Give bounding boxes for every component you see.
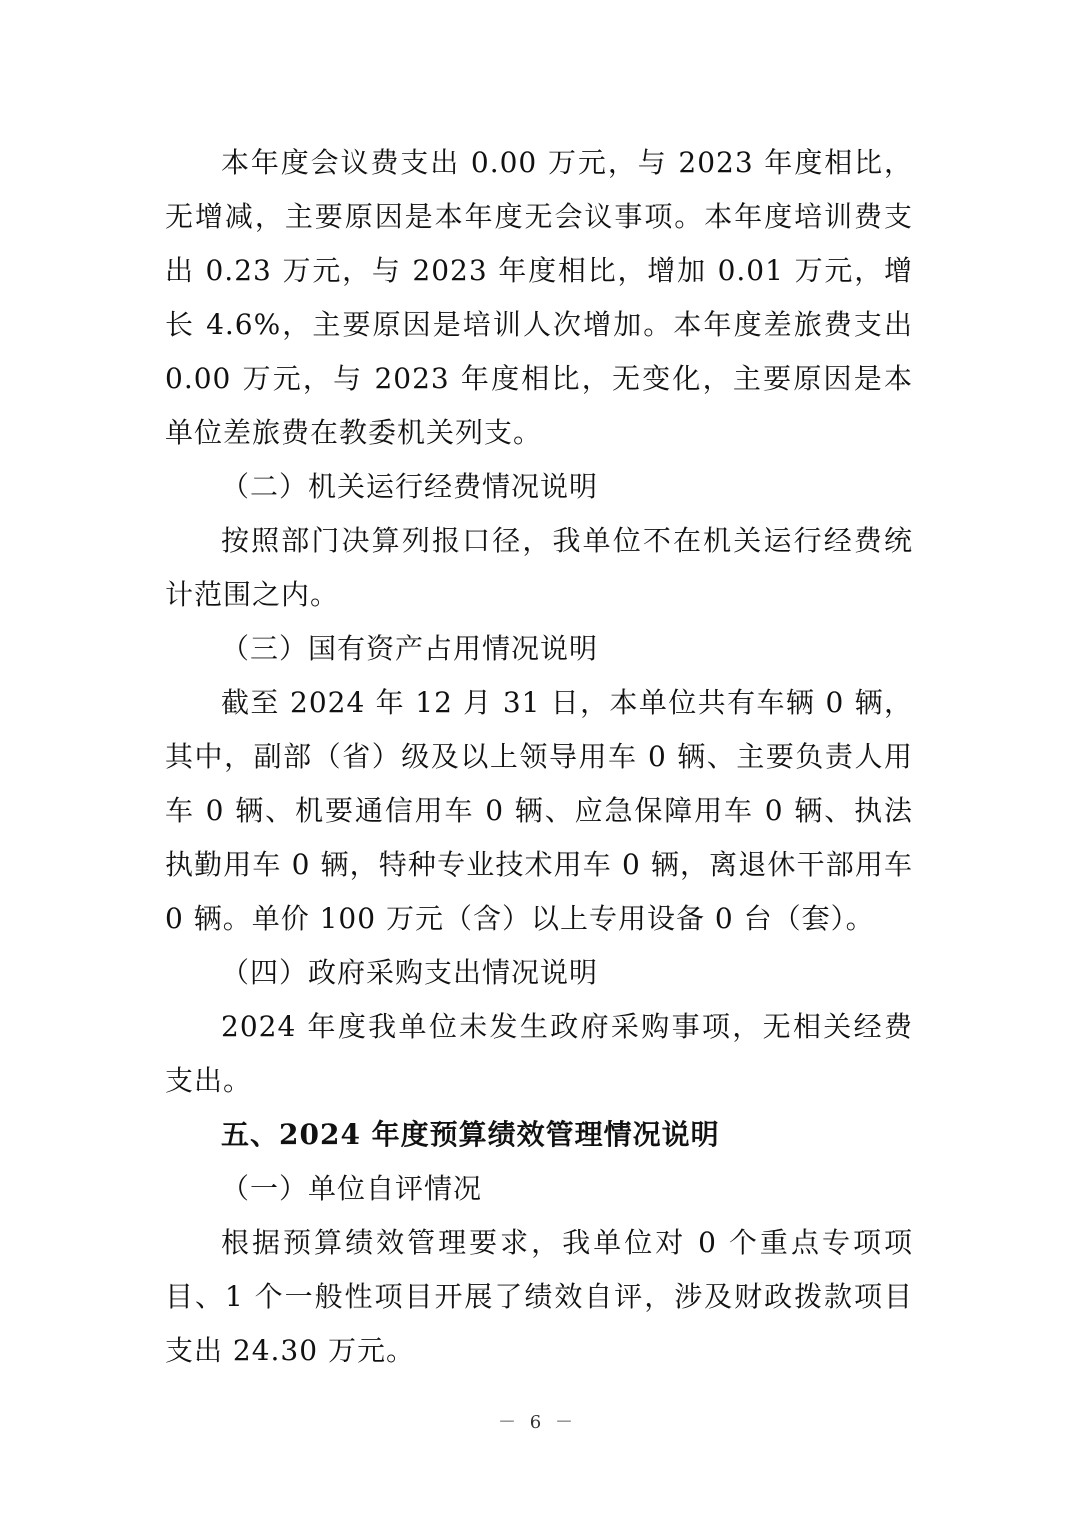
heading-self-evaluation: （一）单位自评情况 (221, 1172, 483, 1205)
page-number: － 6 － (498, 1412, 577, 1433)
paragraph-government-procurement: 2024 年度我单位未发生政府采购事项，无相关经费支出。 (165, 1010, 913, 1097)
paragraph-state-assets: 截至 2024 年 12 月 31 日，本单位共有车辆 0 辆，其中，副部（省）级及以上领导用车 0 辆、主要负责人用车 0 辆、机要通信用车 0 辆、应急保障用车 0 辆、执法执勤用车 0 辆，特种专业技术用车 0 辆，离退休干部用车 0 辆。单价 100 万元（含）以上专用设备 0 台（套）。 (165, 686, 913, 935)
document-body (165, 136, 913, 1378)
heading-performance-management: 五、2024 年度预算绩效管理情况说明 (221, 1118, 720, 1151)
paragraph-self-evaluation: 根据预算绩效管理要求，我单位对 0 个重点专项项目、1 个一般性项目开展了绩效自评，涉及财政拨款项目支出 24.30 万元。 (165, 1226, 913, 1367)
paragraph-operating-expenses: 按照部门决算列报口径，我单位不在机关运行经费统计范围之内。 (165, 524, 913, 611)
paragraph-meeting-training-travel-expenses: 本年度会议费支出 0.00 万元，与 2023 年度相比，无增减，主要原因是本年度无会议事项。本年度培训费支出 0.23 万元，与 2023 年度相比，增加 0.01 万元，增长 4.6%，主要原因是培训人次增加。本年度差旅费支出 0.00 万元，与 2023 年度相比，无变化，主要原因是本单位差旅费在教委机关列支。 (165, 146, 913, 449)
heading-operating-expenses: （二）机关运行经费情况说明 (221, 470, 599, 503)
heading-state-assets: （三）国有资产占用情况说明 (221, 632, 599, 665)
heading-government-procurement: （四）政府采购支出情况说明 (221, 956, 599, 989)
